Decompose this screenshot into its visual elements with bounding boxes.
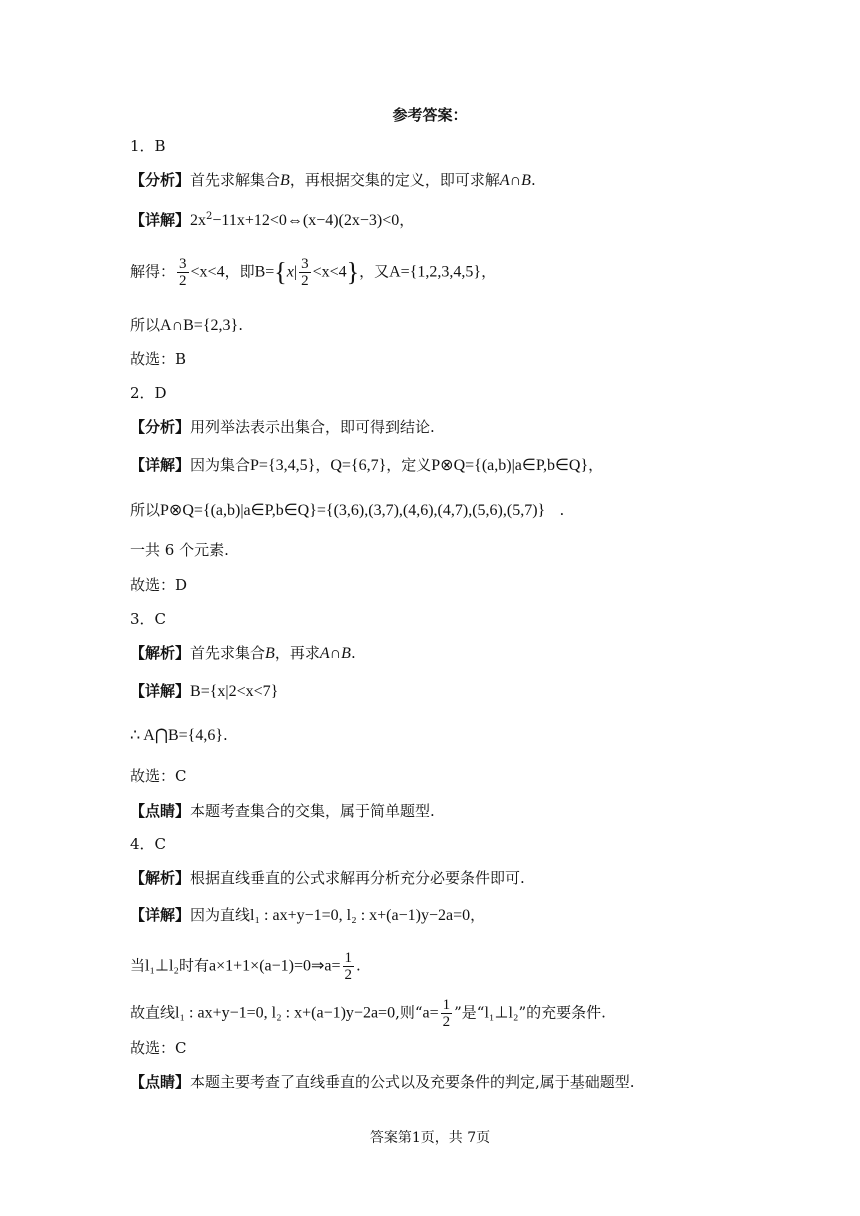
q4-conc-frac: $\frac{1}{2}$ <box>442 997 451 1030</box>
q2-number: 2．D <box>130 384 167 402</box>
q2-detail-text1: 因为集合 <box>190 456 251 474</box>
q4-conc-then: ,则“ <box>395 1003 423 1022</box>
q4-when-expr2: a×1+1×(a−1)=0⇒a= <box>209 957 341 975</box>
q1-analysis-text2: ，再根据交集的定义，即可求解 <box>289 171 500 189</box>
q3-analysis-expr: A∩B <box>319 645 351 662</box>
q3-analysis-text2: ，再求 <box>274 644 320 662</box>
q4-when-text2: 时有 <box>179 956 210 975</box>
q1-solve: 解得： $\frac{3}{2}$ <x<4，即B={x| $\frac{3}{2}$ <x<4}，又A={1,2,3,4,5}， <box>130 256 497 289</box>
q4-when-expr: l₁⊥l₂ <box>145 957 179 975</box>
q1-solve-set-frac: $\frac{3}{2}$ <box>301 256 309 289</box>
q1-analysis-text: 首先求解集合 <box>190 171 281 189</box>
q2-analysis-text: 用列举法表示出集合，即可得到结论. <box>190 418 435 436</box>
q2-detail-tag: 【详解】 <box>130 456 191 474</box>
q4-analysis <box>130 868 525 888</box>
q4-detail-text: 因为直线 <box>190 906 251 924</box>
q2-detail-def: P⊗Q={(a,b)|a∈P,b∈Q} <box>431 457 589 474</box>
q3-detail <box>130 681 278 702</box>
q3-number: 3．C <box>130 610 167 628</box>
page-title: 参考答案： <box>392 106 468 124</box>
q3-therefore-expr: ∴ A⋂B={4,6} <box>130 727 224 744</box>
q1-solve-mid: ，即 <box>224 262 255 281</box>
q4-conclusion <box>130 997 606 1030</box>
q4-detail-tag: 【详解】 <box>130 906 191 924</box>
q2-answer: 故选：D <box>130 576 188 594</box>
q4-number: 4．C <box>130 835 167 853</box>
q2-detail-text2: ，定义 <box>386 456 432 474</box>
q1-solve-end: ， <box>481 262 497 281</box>
q3-detail-expr: B={x|2<x<7} <box>190 683 279 700</box>
q4-conc-end: ”的充要条件. <box>518 1003 606 1022</box>
q4-comment-text: 本题主要考查了直线垂直的公式以及充要条件的判定,属于基础题型. <box>190 1073 635 1091</box>
q1-so-label: 所以 <box>130 316 161 334</box>
q4-conc-perp: l₁⊥l₂ <box>484 1004 519 1022</box>
q1-solve-frac: $\frac{3}{2}$ <box>179 256 187 289</box>
q1-detail-tag: 【详解】 <box>130 211 191 229</box>
q1-so-expr: A∩B={2,3} <box>160 317 239 334</box>
q4-detail: 【详解】因为直线l₁ : ax+y−1=0, l₂ : x+(a−1)y−2a=0， <box>130 906 486 924</box>
q1-analysis-tag: 【分析】 <box>130 171 191 189</box>
q4-comment <box>130 1072 635 1092</box>
q3-detail-tag: 【详解】 <box>130 682 191 700</box>
q1-detail-end: ， <box>399 211 415 229</box>
q4-analysis-tag: 【解析】 <box>130 869 191 887</box>
q4-conc-text: 故直线 <box>130 1003 176 1022</box>
q1-solve-b: B= <box>254 263 275 281</box>
q3-analysis-text: 首先求集合 <box>190 644 266 662</box>
q1-analysis: 【分析】首先求解集合B，再根据交集的定义，即可求解A∩B. <box>130 171 536 189</box>
q1-detail: 【详解】$2x^2-11x+12<0\Leftrightarrow(x-4)(2x-3)<0$， <box>130 211 415 229</box>
q3-therefore: ∴ A⋂B={4,6}. <box>130 726 228 744</box>
q1-solve-set-x: x <box>286 263 294 281</box>
q4-detail-expr: l₁ : ax+y−1=0, l₂ : x+(a−1)y−2a=0 <box>250 907 471 924</box>
q2-analysis <box>130 417 435 437</box>
q3-comment <box>130 801 435 821</box>
q1-answer: 故选：B <box>130 350 187 368</box>
q2-so-label: 所以 <box>130 501 161 519</box>
q1-detail-expr-a: 2x <box>190 212 207 229</box>
q1-solve-label: 解得： <box>130 262 176 281</box>
q3-analysis: 【解析】首先求集合B，再求A∩B. <box>130 644 356 662</box>
q4-when-frac: $\frac{1}{2}$ <box>344 950 353 983</box>
q1-solve-also: ，又 <box>359 262 390 281</box>
q2-count: 一共 6 个元素. <box>130 541 229 559</box>
q3-analysis-tag: 【解析】 <box>130 644 191 662</box>
q3-comment-tag: 【点睛】 <box>130 802 191 820</box>
q2-analysis-tag: 【分析】 <box>130 418 191 436</box>
q4-conc-mid: ”是“ <box>454 1003 485 1022</box>
q4-when-text: 当 <box>130 956 146 975</box>
q2-conclusion: 所以P⊗Q={(a,b)|a∈P,b∈Q}={(3,6),(3,7),(4,6),(4,7),(5,6),(5,7)} . <box>130 501 565 519</box>
q1-solve-ineq: <x<4 <box>190 263 225 281</box>
q4-conc-a: a= <box>422 1004 439 1022</box>
q1-conclusion: 所以A∩B={2,3}. <box>130 316 243 334</box>
q1-analysis-expr: A∩B <box>499 172 531 189</box>
q3-analysis-b: B <box>265 645 275 662</box>
q2-detail-p: P={3,4,5} <box>250 457 316 474</box>
q4-answer: 故选：C <box>130 1039 187 1057</box>
q4-conc-expr: l₁ : ax+y−1=0, l₂ : x+(a−1)y−2a=0 <box>175 1004 396 1022</box>
q3-comment-text: 本题考查集合的交集，属于简单题型. <box>190 802 435 820</box>
q4-when: 当l₁⊥l₂时有a×1+1×(a−1)=0⇒a= $\frac{1}{2}$ . <box>130 950 361 983</box>
q4-analysis-text: 根据直线垂直的公式求解再分析充分必要条件即可. <box>190 869 525 887</box>
q4-comment-tag: 【点睛】 <box>130 1073 191 1091</box>
q2-so-expr: P⊗Q={(a,b)|a∈P,b∈Q}={(3,6),(3,7),(4,6),(4,7),(5,6),(5,7)} <box>160 502 546 519</box>
q1-analysis-b: B <box>280 172 290 189</box>
page-footer: 答案第1页，共 7页 <box>369 1130 491 1146</box>
q2-detail: 【详解】因为集合P={3,4,5}，Q={6,7}，定义P⊗Q={(a,b)|a∈P,b∈Q}， <box>130 456 604 474</box>
q2-detail-q: Q={6,7} <box>330 457 387 474</box>
q1-solve-a: A={1,2,3,4,5} <box>389 263 482 281</box>
q1-detail-expr-b: −11x+12<0⇔(x−4)(2x−3)<0 <box>212 212 400 229</box>
q3-answer: 故选：C <box>130 767 187 785</box>
q1-number: 1．B <box>130 137 166 155</box>
q1-solve-set-tail: <x<4 <box>312 263 347 281</box>
